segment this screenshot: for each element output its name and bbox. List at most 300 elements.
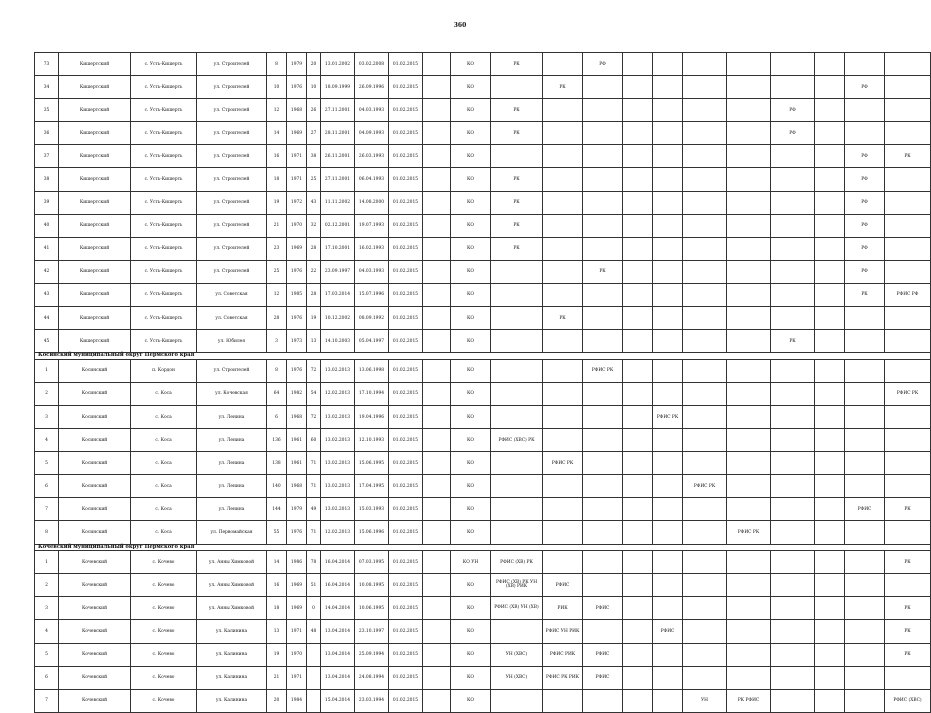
table-cell — [653, 382, 683, 405]
table-cell — [727, 666, 771, 689]
table-cell — [727, 191, 771, 214]
table-cell — [543, 145, 583, 168]
table-row — [35, 597, 931, 620]
table-cell: 1976 — [287, 359, 307, 382]
table-row — [35, 260, 931, 283]
table-cell: ул. Строителей — [197, 191, 267, 214]
table-cell: 48 — [307, 620, 321, 643]
table-cell: КО — [451, 330, 491, 353]
table-cell: 4 — [35, 620, 59, 643]
table-cell: 27.11.2001 — [321, 168, 355, 191]
table-cell — [423, 498, 451, 521]
table-cell — [815, 260, 845, 283]
table-cell: ул. Строителей — [197, 145, 267, 168]
table-cell: 06.04.1993 — [355, 168, 389, 191]
table-cell: 43 — [35, 283, 59, 306]
table-cell — [845, 382, 885, 405]
table-cell — [653, 307, 683, 330]
table-cell: 1968 — [287, 475, 307, 498]
table-cell — [653, 475, 683, 498]
table-cell — [815, 359, 845, 382]
table-cell: РИК — [543, 597, 583, 620]
table-cell: 21 — [267, 666, 287, 689]
table-cell — [623, 620, 653, 643]
table-cell: 27.11.2001 — [321, 99, 355, 122]
table-cell — [683, 330, 727, 353]
table-cell — [543, 521, 583, 544]
table-cell: ул. Анны Химковой — [197, 551, 267, 574]
table-cell — [653, 283, 683, 306]
table-cell: КО — [451, 307, 491, 330]
table-cell: Кишертский — [59, 260, 131, 283]
table-cell — [683, 597, 727, 620]
table-cell — [815, 214, 845, 237]
table-cell: ул. Строителей — [197, 53, 267, 76]
table-cell: 01.02.2015 — [389, 452, 423, 475]
table-cell — [491, 76, 543, 99]
table-cell: 28.11.2001 — [321, 122, 355, 145]
table-cell: Косинский — [59, 452, 131, 475]
table-cell — [815, 689, 845, 712]
table-cell: УН — [683, 689, 727, 712]
table-cell: 35 — [35, 99, 59, 122]
table-cell: ул. Ленина — [197, 475, 267, 498]
table-cell — [727, 452, 771, 475]
table-cell: с. Усть-Кишерть — [131, 214, 197, 237]
table-cell: Кишертский — [59, 214, 131, 237]
table-cell — [885, 666, 931, 689]
table-cell — [543, 382, 583, 405]
table-cell: 20 — [307, 53, 321, 76]
table-cell: 18 — [267, 168, 287, 191]
table-cell — [491, 330, 543, 353]
table-cell: 72 — [307, 359, 321, 382]
table-cell — [885, 330, 931, 353]
table-cell — [491, 620, 543, 643]
table-cell — [845, 666, 885, 689]
table-cell — [885, 76, 931, 99]
table-row — [35, 99, 931, 122]
table-cell: 1971 — [287, 145, 307, 168]
table-cell — [885, 99, 931, 122]
table-cell: Кишертский — [59, 307, 131, 330]
table-cell: 144 — [267, 498, 287, 521]
table-cell: РК — [885, 620, 931, 643]
table-cell — [423, 475, 451, 498]
table-cell: 16 — [267, 574, 287, 597]
table-cell: КО — [451, 666, 491, 689]
table-cell — [543, 168, 583, 191]
table-cell: с. Усть-Кишерть — [131, 122, 197, 145]
table-cell — [623, 498, 653, 521]
table-cell — [845, 643, 885, 666]
table-cell: 26 — [307, 99, 321, 122]
table-cell — [653, 76, 683, 99]
table-cell — [845, 521, 885, 544]
table-cell — [683, 498, 727, 521]
table-cell: с. Кочево — [131, 574, 197, 597]
table-cell: с. Усть-Кишерть — [131, 191, 197, 214]
table-cell — [583, 76, 623, 99]
table-cell — [307, 689, 321, 712]
table-cell — [623, 597, 653, 620]
table-cell — [583, 475, 623, 498]
table-cell — [815, 643, 845, 666]
table-cell: 10.08.1995 — [355, 574, 389, 597]
table-cell: РФИС — [543, 574, 583, 597]
table-cell: УН (ХВС) — [491, 643, 543, 666]
table-cell — [815, 597, 845, 620]
table-cell — [491, 359, 543, 382]
table-cell — [683, 429, 727, 452]
table-row — [35, 382, 931, 405]
table-cell — [845, 689, 885, 712]
table-cell: ул. Юбилея — [197, 330, 267, 353]
table-cell: 11.11.2002 — [321, 191, 355, 214]
table-cell: с. Кочево — [131, 643, 197, 666]
table-cell — [885, 260, 931, 283]
table-cell: 71 — [307, 521, 321, 544]
table-cell — [491, 283, 543, 306]
table-cell: Кишертский — [59, 145, 131, 168]
table-cell: 01.02.2015 — [389, 53, 423, 76]
table-cell: Кишертский — [59, 122, 131, 145]
table-cell: РФИС (ХВС) — [885, 689, 931, 712]
table-cell: 15.06.1995 — [355, 452, 389, 475]
table-cell: РФ — [845, 237, 885, 260]
table-cell — [845, 122, 885, 145]
table-cell — [885, 574, 931, 597]
table-cell — [727, 237, 771, 260]
table-cell — [423, 330, 451, 353]
table-cell: РК — [583, 260, 623, 283]
table-cell: 07.03.1995 — [355, 551, 389, 574]
table-cell: КО — [451, 620, 491, 643]
table-cell — [653, 452, 683, 475]
table-cell: 14.04.2014 — [321, 597, 355, 620]
table-cell: 6 — [267, 406, 287, 429]
table-cell: с. Усть-Кишерть — [131, 53, 197, 76]
table-cell — [623, 551, 653, 574]
table-cell: КО — [451, 359, 491, 382]
table-cell: КО — [451, 382, 491, 405]
table-cell: РФ — [771, 99, 815, 122]
table-cell: 34 — [35, 76, 59, 99]
table-cell: Косинский — [59, 429, 131, 452]
table-cell: 1972 — [287, 191, 307, 214]
table-cell — [683, 643, 727, 666]
table-cell — [771, 359, 815, 382]
table-cell — [845, 53, 885, 76]
table-cell — [543, 260, 583, 283]
table-cell: 13.02.2013 — [321, 406, 355, 429]
table-cell — [683, 99, 727, 122]
table-cell — [727, 168, 771, 191]
table-cell: 01.02.2015 — [389, 551, 423, 574]
table-row — [35, 122, 931, 145]
table-cell: РФ — [845, 168, 885, 191]
table-cell — [623, 452, 653, 475]
table-cell — [727, 99, 771, 122]
table-cell: 51 — [307, 574, 321, 597]
table-cell — [583, 168, 623, 191]
table-cell: 1986 — [287, 551, 307, 574]
table-cell — [885, 191, 931, 214]
table-cell: КО — [451, 452, 491, 475]
table-cell: РФИС РК — [653, 406, 683, 429]
table-cell: РФ — [771, 122, 815, 145]
table-cell — [885, 237, 931, 260]
table-cell — [683, 145, 727, 168]
table-cell — [885, 406, 931, 429]
table-cell: 01.02.2015 — [389, 359, 423, 382]
table-cell: 1984 — [287, 689, 307, 712]
table-cell — [653, 53, 683, 76]
table-cell — [653, 191, 683, 214]
table-cell: ул. Кочевская — [197, 382, 267, 405]
table-cell — [683, 283, 727, 306]
table-cell: 01.02.2015 — [389, 99, 423, 122]
table-cell: 01.02.2015 — [389, 191, 423, 214]
table-cell: 19 — [267, 191, 287, 214]
table-cell: 01.02.2015 — [389, 498, 423, 521]
table-cell: ул. Советская — [197, 307, 267, 330]
section-header-row — [35, 544, 931, 551]
table-cell — [653, 359, 683, 382]
table-cell — [423, 145, 451, 168]
table-row — [35, 359, 931, 382]
table-cell: 01.02.2015 — [389, 122, 423, 145]
table-cell: 15.07.1996 — [355, 283, 389, 306]
table-cell: 23.03.1994 — [355, 689, 389, 712]
table-cell — [623, 191, 653, 214]
table-cell: 8 — [35, 521, 59, 544]
table-cell: 01.02.2015 — [389, 145, 423, 168]
table-cell: Кочевский — [59, 551, 131, 574]
table-cell: 26.11.2001 — [321, 145, 355, 168]
table-cell: 01.02.2015 — [389, 330, 423, 353]
table-cell — [491, 260, 543, 283]
table-cell — [683, 359, 727, 382]
table-cell — [771, 521, 815, 544]
table-cell — [543, 237, 583, 260]
table-cell — [771, 76, 815, 99]
table-cell: с. Кочево — [131, 597, 197, 620]
table-cell — [423, 452, 451, 475]
table-cell: РК — [491, 122, 543, 145]
table-cell — [543, 122, 583, 145]
table-cell — [623, 521, 653, 544]
table-cell — [583, 429, 623, 452]
table-cell: 01.02.2015 — [389, 429, 423, 452]
table-cell — [771, 551, 815, 574]
table-cell: с. Коса — [131, 382, 197, 405]
table-cell — [771, 452, 815, 475]
table-cell: 01.02.2015 — [389, 283, 423, 306]
table-cell: Кочевский — [59, 620, 131, 643]
table-cell — [885, 452, 931, 475]
table-cell — [771, 643, 815, 666]
table-cell: РФИС РК — [583, 359, 623, 382]
housing-registry-table — [34, 52, 931, 713]
table-cell: КО — [451, 406, 491, 429]
table-cell: 15.04.2014 — [321, 689, 355, 712]
table-cell — [423, 122, 451, 145]
table-cell — [623, 145, 653, 168]
table-cell: 72 — [307, 406, 321, 429]
table-cell: 04.09.1993 — [355, 122, 389, 145]
table-cell — [623, 574, 653, 597]
table-cell: ул. Анны Химковой — [197, 574, 267, 597]
table-cell — [771, 307, 815, 330]
table-cell — [423, 643, 451, 666]
table-cell — [583, 574, 623, 597]
table-cell: 3 — [35, 597, 59, 620]
table-cell: РК — [885, 597, 931, 620]
table-cell: КО — [451, 521, 491, 544]
table-cell: 18 — [267, 597, 287, 620]
table-cell — [623, 475, 653, 498]
table-cell: 13.01.2002 — [321, 53, 355, 76]
table-cell: РФИС — [583, 666, 623, 689]
table-cell: 16 — [267, 145, 287, 168]
table-cell: 16.04.2014 — [321, 551, 355, 574]
table-row — [35, 429, 931, 452]
table-cell: 1969 — [287, 122, 307, 145]
table-cell — [727, 330, 771, 353]
table-cell: 55 — [267, 521, 287, 544]
table-cell — [683, 452, 727, 475]
table-cell: 04.03.1993 — [355, 99, 389, 122]
table-cell — [683, 214, 727, 237]
table-cell: Кочевский — [59, 574, 131, 597]
table-cell — [583, 191, 623, 214]
table-row — [35, 574, 931, 597]
table-cell: ул. Ленина — [197, 452, 267, 475]
table-cell: 01.02.2015 — [389, 382, 423, 405]
table-cell: 8 — [267, 359, 287, 382]
table-cell — [543, 214, 583, 237]
table-cell — [583, 283, 623, 306]
table-cell — [491, 145, 543, 168]
table-cell: 13.02.2013 — [321, 475, 355, 498]
table-cell: 01.02.2015 — [389, 214, 423, 237]
table-cell: РК — [491, 99, 543, 122]
table-cell: 7 — [35, 498, 59, 521]
table-cell: ул. Ленина — [197, 406, 267, 429]
table-cell — [845, 359, 885, 382]
table-cell — [771, 429, 815, 452]
table-cell — [423, 620, 451, 643]
table-cell — [771, 168, 815, 191]
table-cell: 54 — [307, 382, 321, 405]
table-cell: 71 — [307, 475, 321, 498]
table-cell — [491, 498, 543, 521]
table-cell — [727, 574, 771, 597]
table-cell: 1979 — [287, 53, 307, 76]
table-cell: с. Кочево — [131, 620, 197, 643]
table-cell: 60 — [307, 429, 321, 452]
table-cell — [727, 597, 771, 620]
table-cell: КО УН — [451, 551, 491, 574]
table-row — [35, 666, 931, 689]
table-cell — [815, 191, 845, 214]
table-cell — [543, 551, 583, 574]
table-cell — [623, 214, 653, 237]
table-cell — [491, 382, 543, 405]
table-row — [35, 214, 931, 237]
table-cell — [491, 406, 543, 429]
table-cell — [683, 521, 727, 544]
table-cell: 41 — [35, 237, 59, 260]
table-cell: 5 — [35, 643, 59, 666]
table-cell — [845, 475, 885, 498]
table-cell: ул. Первомайская — [197, 521, 267, 544]
table-cell: 13.02.2013 — [321, 429, 355, 452]
table-cell: с. Усть-Кишерть — [131, 283, 197, 306]
table-cell — [423, 283, 451, 306]
table-cell — [583, 551, 623, 574]
table-cell: с. Кочево — [131, 666, 197, 689]
table-cell: 12.02.2013 — [321, 521, 355, 544]
table-cell — [845, 99, 885, 122]
table-cell: 18.09.1999 — [321, 76, 355, 99]
table-cell: 3 — [267, 330, 287, 353]
table-cell — [423, 382, 451, 405]
page-number: 360 — [453, 22, 467, 29]
table-cell: ул. Строителей — [197, 260, 267, 283]
table-cell — [491, 521, 543, 544]
table-cell: РК — [771, 330, 815, 353]
table-cell: 6 — [35, 666, 59, 689]
table-cell: 19 — [267, 643, 287, 666]
table-cell: 13.02.2013 — [321, 498, 355, 521]
table-cell — [683, 191, 727, 214]
table-cell — [683, 260, 727, 283]
table-cell: 42 — [35, 260, 59, 283]
table-cell: 02.12.2001 — [321, 214, 355, 237]
table-cell — [845, 574, 885, 597]
table-cell — [543, 498, 583, 521]
table-cell: 1969 — [287, 574, 307, 597]
table-cell: Кишертский — [59, 168, 131, 191]
table-cell — [771, 53, 815, 76]
table-cell: 2 — [35, 382, 59, 405]
table-cell: РК — [491, 191, 543, 214]
table-row — [35, 307, 931, 330]
table-cell: РК — [491, 237, 543, 260]
table-cell: 08.09.1992 — [355, 307, 389, 330]
table-cell — [771, 498, 815, 521]
table-cell — [815, 145, 845, 168]
table-cell: 1970 — [287, 643, 307, 666]
table-cell — [623, 283, 653, 306]
table-cell: РФИС РК — [885, 382, 931, 405]
table-cell — [771, 666, 815, 689]
table-cell: 01.02.2015 — [389, 260, 423, 283]
table-row — [35, 330, 931, 353]
table-cell — [771, 475, 815, 498]
table-cell: 01.02.2015 — [389, 643, 423, 666]
table-cell — [727, 283, 771, 306]
table-cell: РФИС — [583, 643, 623, 666]
table-cell — [727, 382, 771, 405]
table-cell: РК — [885, 643, 931, 666]
table-cell — [653, 99, 683, 122]
table-cell: 1971 — [287, 620, 307, 643]
table-cell: 01.02.2015 — [389, 76, 423, 99]
table-cell — [727, 429, 771, 452]
